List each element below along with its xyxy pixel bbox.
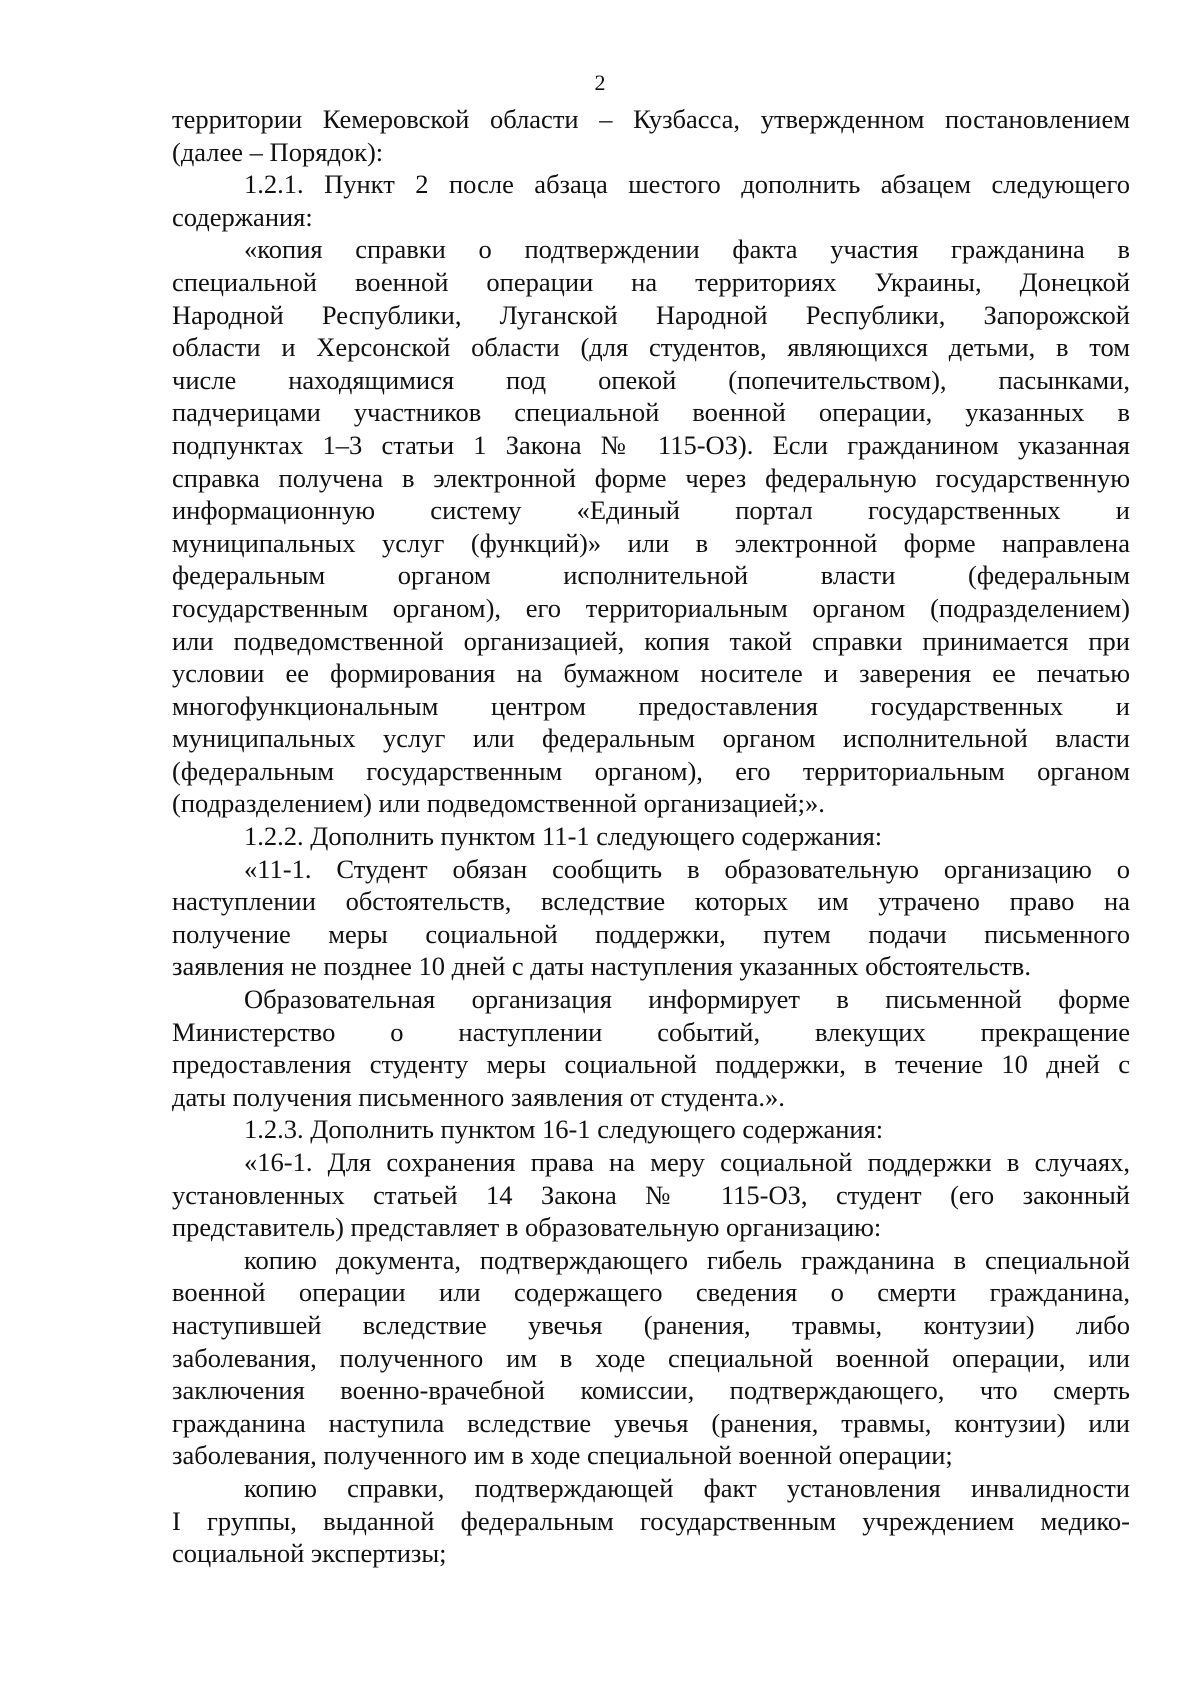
paragraph-clause-1-2-2 — [172, 820, 1130, 853]
text-line: 1.2.1. Пункт 2 после абзаца шестого дополнить абзацем следующего — [244, 169, 1130, 200]
text-line: многофункциональным центром предоставления государственных и — [172, 690, 1130, 721]
text-line: наступившей вследствие увечья (ранения, травмы, контузии) либо — [172, 1309, 1130, 1340]
text-line: копию справки, подтверждающей факт установления инвалидности — [244, 1472, 1130, 1503]
text-line: 1.2.3. Дополнить пунктом 16-1 следующего содержания: — [244, 1114, 884, 1145]
text-line: числе находящимися под опекой (попечительством), пасынками, — [172, 364, 1130, 395]
text-line: (подразделением) или подведомственной организацией;». — [172, 788, 825, 819]
text-line: государственным органом), его территориальным органом (подразделением) — [172, 592, 1130, 623]
text-line: заболевания, полученного им в ходе специальной военной операции; — [172, 1440, 953, 1471]
text-line: специальной военной операции на территориях Украины, Донецкой — [172, 266, 1130, 297]
text-line: установленных статьей 14 Закона № 115-ОЗ, студент (его законный — [172, 1179, 1130, 1210]
text-line: гражданина наступила вследствие увечья (ранения, травмы, контузии) или — [172, 1407, 1130, 1438]
text-line: Образовательная организация информирует в письменной форме — [244, 984, 1130, 1015]
text-line: заявления не позднее 10 дней с даты наступления указанных обстоятельств. — [172, 951, 1031, 982]
text-line: области и Херсонской области (для студентов, являющихся детьми, в том — [172, 332, 1130, 363]
text-line: информационную систему «Единый портал государственных и — [172, 495, 1130, 526]
text-line: (федеральным государственным органом), его территориальным органом — [172, 755, 1130, 786]
text-line: I группы, выданной федеральным государственным учреждением медико- — [172, 1505, 1130, 1536]
text-line: территории Кемеровской области – Кузбасса, утвержденном постановлением — [172, 104, 1130, 134]
text-line: 1.2.2. Дополнить пунктом 11-1 следующего содержания: — [244, 821, 883, 852]
text-line: социальной экспертизы; — [172, 1538, 447, 1569]
text-line: заболевания, полученного им в ходе специальной военной операции, или — [172, 1342, 1130, 1373]
paragraph-clause-1-2-1-text — [172, 233, 1130, 820]
text-line: муниципальных услуг или федеральным органом исполнительной власти — [172, 723, 1130, 754]
text-line: Министерство о наступлении событий, влекущих прекращение — [172, 1016, 1130, 1047]
text-line: получение меры социальной поддержки, путем подачи письменного — [172, 918, 1130, 949]
paragraph-clause-1-2-1 — [172, 168, 1130, 233]
paragraph-clause-16-1 — [172, 1146, 1130, 1244]
text-line: содержания: — [172, 201, 313, 232]
paragraph-clause-11-1-org — [172, 983, 1130, 1113]
text-line: муниципальных услуг (функций)» или в электронной форме направлена — [172, 527, 1130, 558]
text-line: «копия справки о подтверждении факта участия гражданина в — [244, 234, 1130, 265]
text-line: наступлении обстоятельств, вследствие которых им утрачено право на — [172, 886, 1130, 917]
paragraph-clause-1-2-3 — [172, 1113, 1130, 1146]
text-line: военной операции или содержащего сведения о смерти гражданина, — [172, 1277, 1130, 1308]
text-line: «16-1. Для сохранения права на меру социальной поддержки в случаях, — [244, 1147, 1130, 1177]
text-line: копию документа, подтверждающего гибель гражданина в специальной — [244, 1244, 1130, 1275]
paragraph-clause-16-1-doc2 — [172, 1472, 1130, 1570]
document-body — [172, 103, 1130, 1570]
paragraph-intro — [172, 103, 1130, 168]
text-line: федеральным органом исполнительной власти (федеральным — [172, 560, 1130, 591]
text-line: или подведомственной организацией, копия такой справки принимается при — [172, 625, 1130, 656]
text-line: «11-1. Студент обязан сообщить в образовательную организацию о — [244, 853, 1130, 884]
text-line: даты получения письменного заявления от студента.». — [172, 1081, 785, 1112]
text-line: справка получена в электронной форме через федеральную государственную — [172, 462, 1130, 493]
text-line: предоставления студенту меры социальной поддержки, в течение 10 дней с — [172, 1049, 1130, 1080]
text-line: падчерицами участников специальной военной операции, указанных в — [172, 397, 1130, 428]
text-line: подпунктах 1–3 статьи 1 Закона № 115-ОЗ). Если гражданином указанная — [172, 429, 1130, 460]
text-line: условии ее формирования на бумажном носителе и заверения ее печатью — [172, 658, 1130, 689]
paragraph-clause-16-1-doc1 — [172, 1244, 1130, 1472]
text-line: представитель) представляет в образовательную организацию: — [172, 1212, 882, 1243]
text-line: (далее – Порядок): — [172, 136, 384, 167]
paragraph-clause-11-1 — [172, 853, 1130, 983]
text-line: заключения военно-врачебной комиссии, подтверждающего, что смерть — [172, 1375, 1130, 1406]
text-line: Народной Республики, Луганской Народной Республики, Запорожской — [172, 299, 1130, 330]
page-number: 2 — [594, 70, 606, 95]
